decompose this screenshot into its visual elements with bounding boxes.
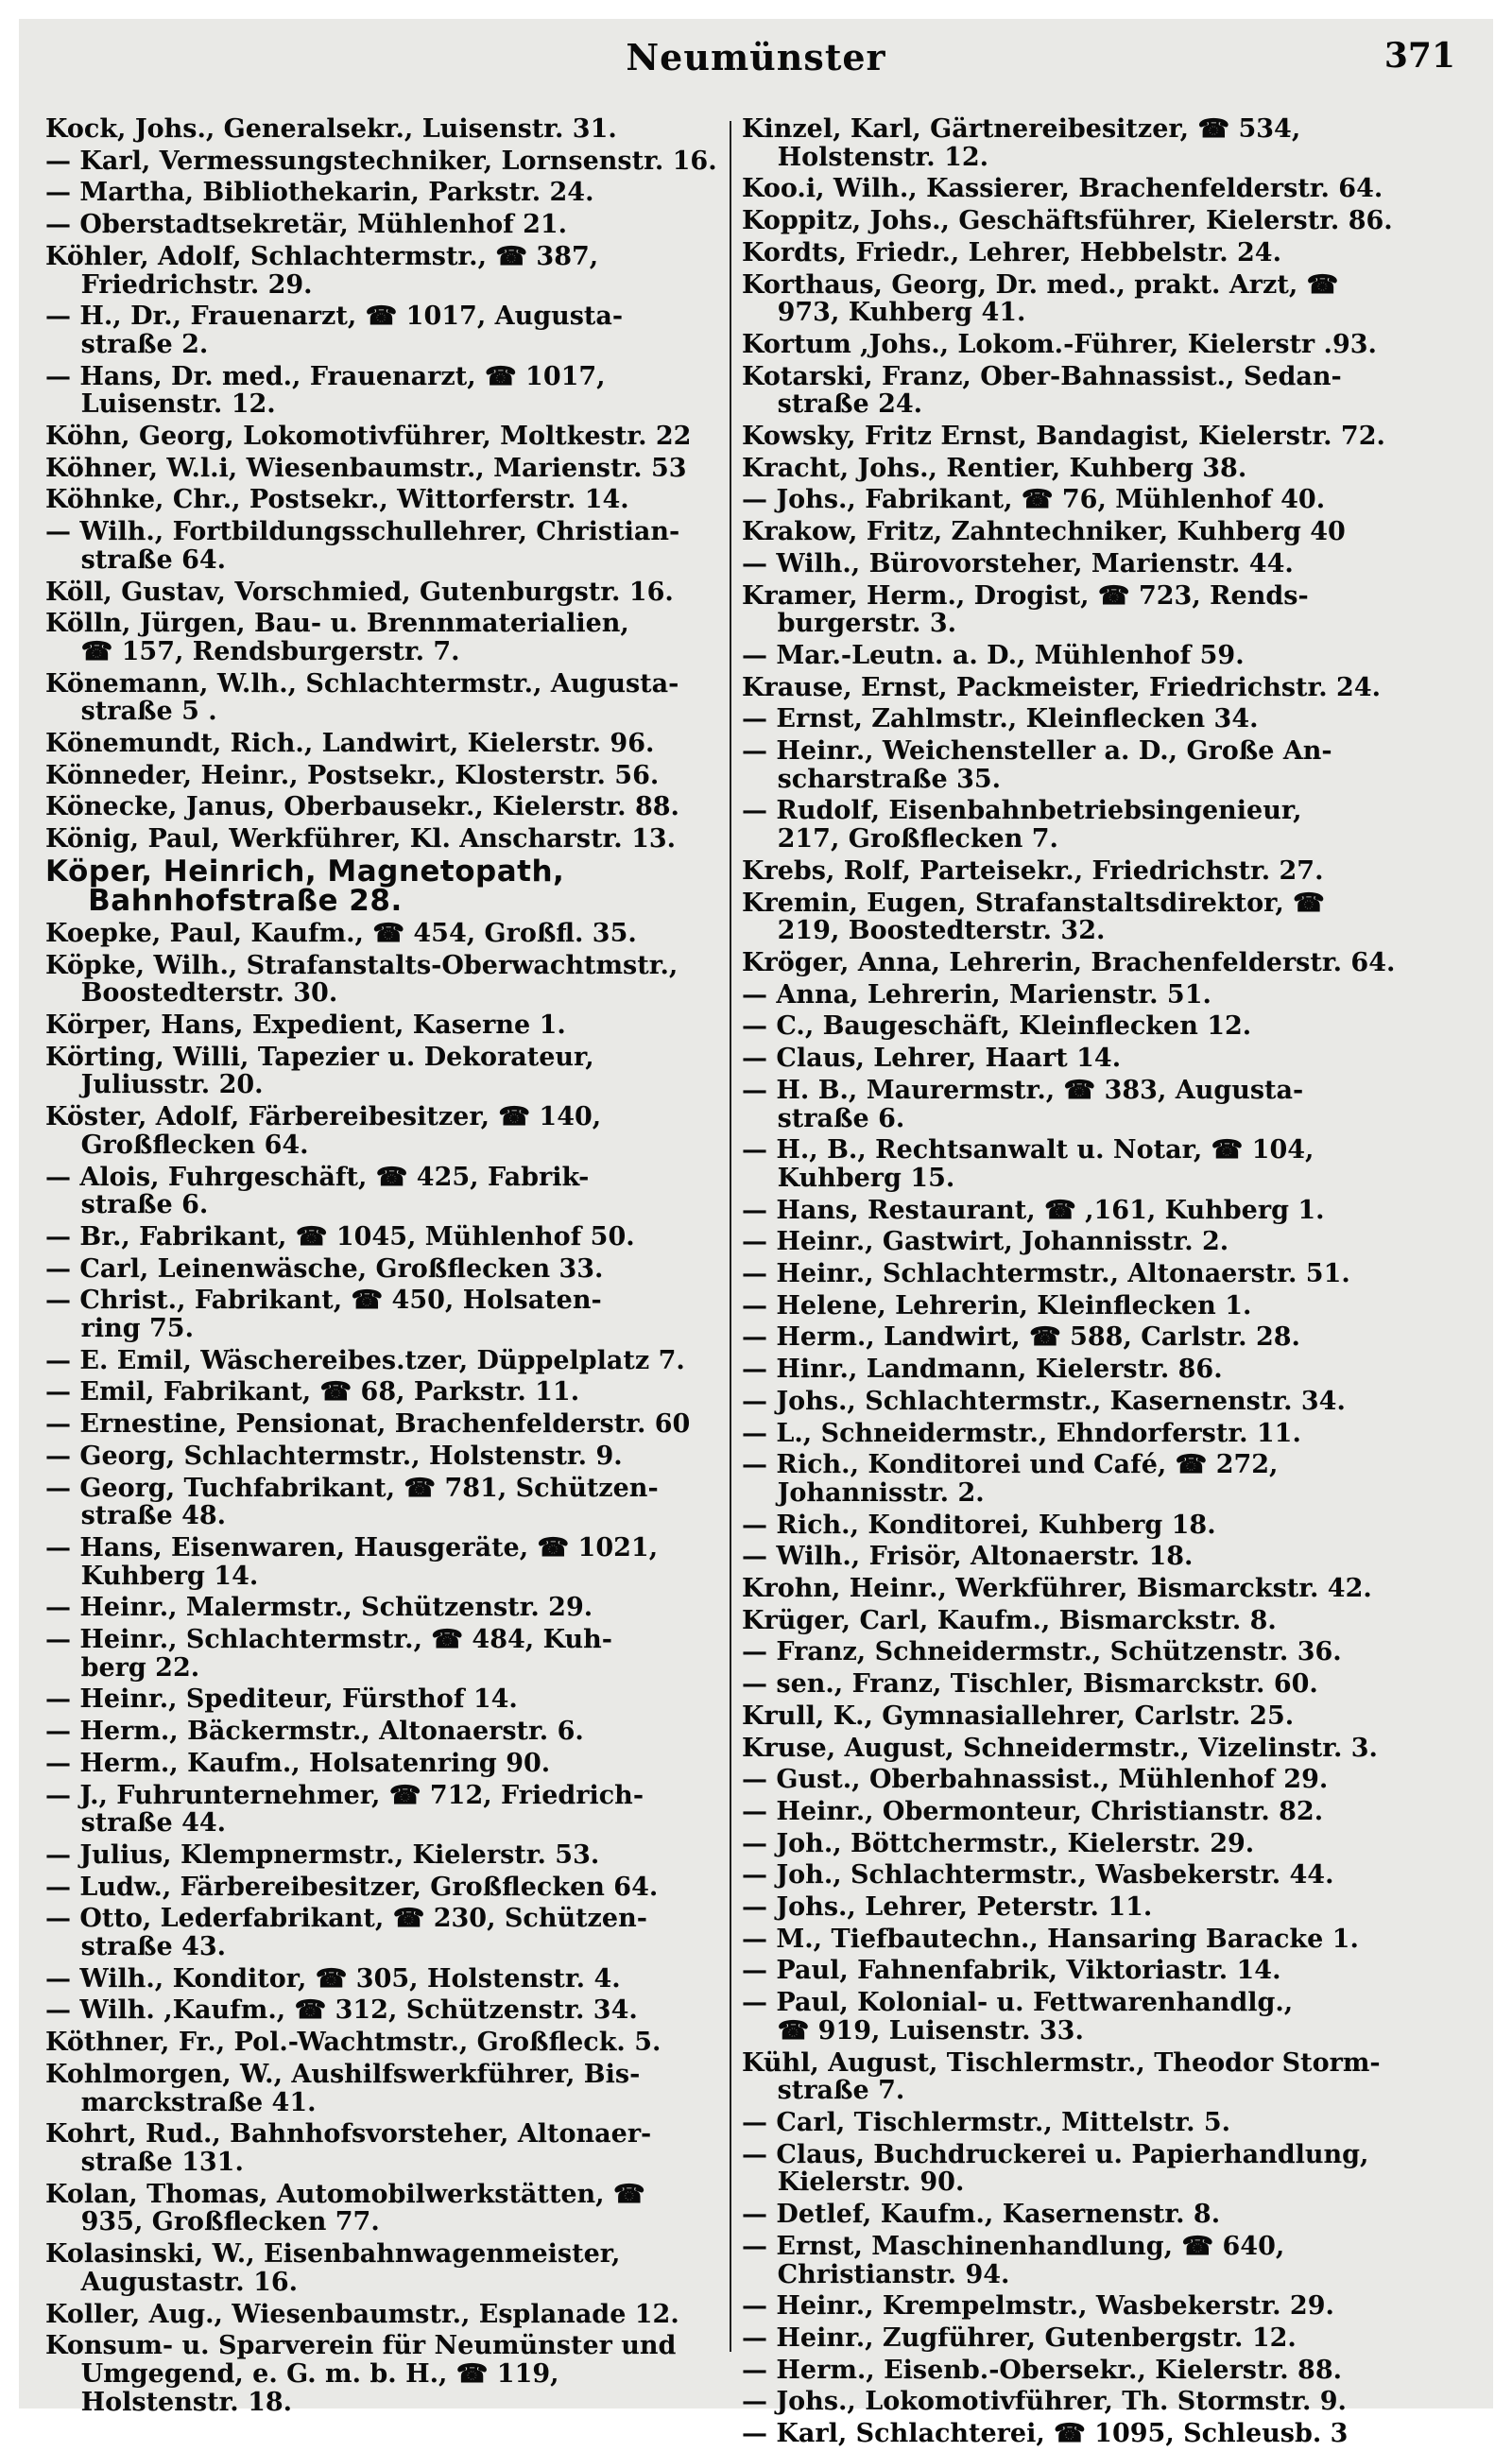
directory-entry: — Wilh., Konditor, ☎ 305, Holstenstr. 4. [45, 1963, 621, 1994]
directory-entry: — Herm., Kaufm., Holsatenring 90. [45, 1748, 551, 1778]
directory-entry: Kortum ,Johs., Lokom.-Führer, Kielerstr .93. [742, 329, 1377, 359]
directory-entry: — Emil, Fabrikant, ☎ 68, Parkstr. 11. [45, 1377, 580, 1407]
directory-entry: — Helene, Lehrerin, Kleinflecken 1. [742, 1290, 1252, 1321]
directory-entry: Koepke, Paul, Kaufm., ☎ 454, Großfl. 35. [45, 918, 637, 948]
directory-entry: — H., Dr., Frauenarzt, ☎ 1017, Augusta- straße 2. [45, 302, 624, 359]
directory-entry: Köthner, Fr., Pol.-Wachtmstr., Großfleck. 5. [45, 2028, 662, 2058]
directory-entry: Kock, Johs., Generalsekr., Luisenstr. 31. [45, 114, 617, 144]
directory-entry: — Wilh., Fortbildungsschullehrer, Christian- straße 64. [45, 517, 680, 575]
directory-page [19, 19, 1493, 2449]
directory-entry: Kruse, August, Schneidermstr., Vizelinstr. 3. [742, 1733, 1378, 1763]
directory-entry: — Anna, Lehrerin, Marienstr. 51. [742, 979, 1211, 1010]
directory-entry: — C., Baugeschäft, Kleinflecken 12. [742, 1011, 1252, 1042]
directory-entry: — Joh., Böttchermstr., Kielerstr. 29. [742, 1828, 1255, 1858]
directory-entry: Kolan, Thomas, Automobilwerkstätten, ☎ 935, Großflecken 77. [45, 2179, 645, 2237]
directory-entry: — Gust., Oberbahnassist., Mühlenhof 29. [742, 1765, 1329, 1795]
directory-entry: — Heinr., Schlachtermstr., Altonaerstr. 51. [742, 1259, 1350, 1289]
directory-entry: — Carl, Leinenwäsche, Großflecken 33. [45, 1253, 604, 1284]
directory-entry: Konsum- u. Sparverein für Neumünster und Umgegend, e. G. m. b. H., ☎ 119, Holstenstr. 18. [45, 2331, 677, 2417]
directory-entry: — Heinr., Malermstr., Schützenstr. 29. [45, 1593, 593, 1623]
directory-entry: Könecke, Janus, Oberbausekr., Kielerstr. 88. [45, 792, 679, 822]
directory-entry: — Karl, Schlachterei, ☎ 1095, Schleusb. 3 [742, 2419, 1349, 2449]
directory-entry: — Hans, Eisenwaren, Hausgeräte, ☎ 1021, Kuhberg 14. [45, 1532, 659, 1591]
directory-entry: — Hans, Dr. med., Frauenarzt, ☎ 1017, Luisenstr. 12. [45, 361, 606, 420]
directory-entry: — Hans, Restaurant, ☎ ,161, Kuhberg 1. [742, 1195, 1325, 1225]
directory-entry: — Paul, Fahnenfabrik, Viktoriastr. 14. [742, 1956, 1281, 1986]
directory-entry: — Rich., Konditorei und Café, ☎ 272, Johannisstr. 2. [742, 1450, 1279, 1508]
directory-entry: König, Paul, Werkführer, Kl. Anscharstr. 13. [45, 824, 677, 855]
directory-entry: — H. B., Maurermstr., ☎ 383, Augusta- straße 6. [742, 1075, 1304, 1133]
directory-entry: — Otto, Lederfabrikant, ☎ 230, Schützen- straße 43. [45, 1904, 647, 1962]
directory-entry: Könemundt, Rich., Landwirt, Kielerstr. 96. [45, 729, 655, 759]
directory-entry: Krakow, Fritz, Zahntechniker, Kuhberg 40 [742, 517, 1346, 547]
directory-entry: — Georg, Tuchfabrikant, ☎ 781, Schützen- straße 48. [45, 1473, 659, 1531]
directory-entry: — E. Emil, Wäschereibes.tzer, Düppelplatz 7. [45, 1345, 685, 1375]
directory-entry: — Mar.-Leutn. a. D., Mühlenhof 59. [742, 640, 1245, 670]
directory-entry: — Ernst, Maschinenhandlung, ☎ 640, Christianstr. 94. [742, 2231, 1285, 2289]
directory-entry: Köhnke, Chr., Postsekr., Wittorferstr. 14. [45, 485, 629, 515]
advertisement-entry: Köper, Heinrich, Magnetopath, Bahnhofstraße 28. [45, 854, 565, 918]
directory-entry: Kremin, Eugen, Strafanstaltsdirektor, ☎ 219, Boostedterstr. 32. [742, 888, 1325, 946]
directory-entry: — Paul, Kolonial- u. Fettwarenhandlg., ☎ 919, Luisenstr. 33. [742, 1988, 1294, 2046]
directory-entry: — Ernst, Zahlmstr., Kleinflecken 34. [742, 704, 1259, 734]
directory-entry: — Heinr., Schlachtermstr., ☎ 484, Kuh- berg 22. [45, 1625, 612, 1683]
directory-entry: Köll, Gustav, Vorschmied, Gutenburgstr. 16. [45, 577, 674, 607]
directory-entry: Kotarski, Franz, Ober-Bahnassist., Sedan- straße 24. [742, 361, 1342, 420]
directory-entry: — sen., Franz, Tischler, Bismarckstr. 60. [742, 1669, 1318, 1700]
directory-entry: Kowsky, Fritz Ernst, Bandagist, Kielerstr. 72. [742, 422, 1385, 452]
directory-entry: — Wilh., Bürovorsteher, Marienstr. 44. [742, 548, 1294, 578]
page-number: 371 [1383, 36, 1455, 76]
directory-entry: — Wilh., Frisör, Altonaerstr. 18. [742, 1542, 1194, 1572]
directory-entry: — Alois, Fuhrgeschäft, ☎ 425, Fabrik- straße 6. [45, 1162, 590, 1220]
directory-entry: — Ludw., Färbereibesitzer, Großflecken 64. [45, 1872, 659, 1902]
directory-entry: — Heinr., Gastwirt, Johannisstr. 2. [742, 1227, 1229, 1257]
directory-entry: Köhler, Adolf, Schlachtermstr., ☎ 387, Friedrichstr. 29. [45, 241, 599, 300]
directory-entry: Körting, Willi, Tapezier u. Dekorateur, Juliusstr. 20. [45, 1042, 594, 1100]
directory-entry: Kordts, Friedr., Lehrer, Hebbelstr. 24. [742, 237, 1281, 268]
directory-entry: — Br., Fabrikant, ☎ 1045, Mühlenhof 50. [45, 1221, 635, 1252]
directory-entry: — Heinr., Obermonteur, Christianstr. 82. [742, 1796, 1324, 1826]
directory-entry: Kolasinski, W., Eisenbahnwagenmeister, Augustastr. 16. [45, 2239, 621, 2297]
directory-entry: Korthaus, Georg, Dr. med., prakt. Arzt, ☎ 973, Kuhberg 41. [742, 269, 1339, 328]
directory-entry: — Martha, Bibliothekarin, Parkstr. 24. [45, 178, 594, 208]
directory-entry: Kühl, August, Tischlermstr., Theodor Storm- straße 7. [742, 2047, 1381, 2106]
directory-entry: Kohrt, Rud., Bahnhofsvorsteher, Altonaer- straße 131. [45, 2119, 652, 2177]
directory-entry: Koo.i, Wilh., Kassierer, Brachenfelderstr. 64. [742, 174, 1383, 204]
directory-entry: — Rudolf, Eisenbahnbetriebsingenieur, 217, Großflecken 7. [742, 796, 1302, 855]
directory-entry: Krull, K., Gymnasiallehrer, Carlstr. 25. [742, 1701, 1295, 1731]
directory-entry: — Wilh. ,Kaufm., ☎ 312, Schützenstr. 34. [45, 1995, 638, 2026]
directory-entry: Könneder, Heinr., Postsekr., Klosterstr. 56. [45, 760, 660, 790]
directory-entry: Kröger, Anna, Lehrerin, Brachenfelderstr. 64. [742, 947, 1396, 977]
directory-entry: — Rich., Konditorei, Kuhberg 18. [742, 1510, 1216, 1540]
directory-entry: — Christ., Fabrikant, ☎ 450, Holsaten- ring 75. [45, 1286, 602, 1344]
directory-entry: — Detlef, Kaufm., Kasernenstr. 8. [742, 2200, 1221, 2230]
directory-entry: — Karl, Vermessungstechniker, Lornsenstr. 16. [45, 146, 717, 176]
directory-entry: Kramer, Herm., Drogist, ☎ 723, Rends- burgerstr. 3. [742, 580, 1309, 639]
directory-entry: — Julius, Klempnermstr., Kielerstr. 53. [45, 1839, 600, 1870]
directory-entry: Köhner, W.l.i, Wiesenbaumstr., Marienstr. 53 [45, 453, 687, 483]
directory-entry: Kracht, Johs., Rentier, Kuhberg 38. [742, 453, 1247, 483]
directory-entry: — Herm., Landwirt, ☎ 588, Carlstr. 28. [742, 1322, 1300, 1353]
directory-entry: — Ernestine, Pensionat, Brachenfelderstr. 60 [45, 1409, 691, 1440]
directory-entry: — Johs., Fabrikant, ☎ 76, Mühlenhof 40. [742, 485, 1326, 515]
directory-entry: Koppitz, Johs., Geschäftsführer, Kielerstr. 86. [742, 206, 1393, 236]
directory-entry: Krüger, Carl, Kaufm., Bismarckstr. 8. [742, 1605, 1277, 1635]
directory-entry: — Johs., Schlachtermstr., Kasernenstr. 34. [742, 1386, 1346, 1416]
directory-entry: Kohlmorgen, W., Aushilfswerkführer, Bis- marckstraße 41. [45, 2059, 641, 2117]
directory-entry: — Heinr., Spediteur, Fürsthof 14. [45, 1684, 518, 1715]
directory-entry: Koller, Aug., Wiesenbaumstr., Esplanade 12. [45, 2299, 679, 2329]
directory-entry: — M., Tiefbautechn., Hansaring Baracke 1. [742, 1924, 1359, 1954]
directory-entry: Krause, Ernst, Packmeister, Friedrichstr. 24. [742, 672, 1382, 702]
directory-entry: — Johs., Lokomotivführer, Th. Stormstr. 9. [742, 2387, 1347, 2417]
directory-entry: — Claus, Lehrer, Haart 14. [742, 1044, 1122, 1074]
directory-entry: — Herm., Bäckermstr., Altonaerstr. 6. [45, 1717, 584, 1747]
directory-entry: — J., Fuhrunternehmer, ☎ 712, Friedrich- straße 44. [45, 1780, 644, 1839]
directory-entry: — Johs., Lehrer, Peterstr. 11. [742, 1892, 1153, 1923]
directory-entry: Köpke, Wilh., Strafanstalts-Oberwachtmstr., Boostedterstr. 30. [45, 950, 679, 1009]
directory-entry: Köster, Adolf, Färbereibesitzer, ☎ 140, Großflecken 64. [45, 1102, 602, 1160]
directory-entry: — Claus, Buchdruckerei u. Papierhandlung, Kielerstr. 90. [742, 2139, 1369, 2198]
directory-entry: Kinzel, Karl, Gärtnereibesitzer, ☎ 534, Holstenstr. 12. [742, 114, 1301, 172]
directory-entry: — Georg, Schlachtermstr., Holstenstr. 9. [45, 1441, 623, 1471]
left-column [45, 115, 724, 2420]
right-column [742, 115, 1460, 2452]
page-header [19, 36, 1493, 93]
directory-entry: — Joh., Schlachtermstr., Wasbekerstr. 44. [742, 1860, 1334, 1891]
directory-entry: Könemann, W.lh., Schlachtermstr., Augusta- straße 5 . [45, 668, 679, 727]
directory-entry: — Herm., Eisenb.-Obersekr., Kielerstr. 88. [742, 2355, 1343, 2385]
column-divider [730, 121, 731, 2352]
directory-entry: — Hinr., Landmann, Kielerstr. 86. [742, 1355, 1223, 1385]
directory-entry: Körper, Hans, Expedient, Kaserne 1. [45, 1010, 566, 1040]
directory-entry: Kölln, Jürgen, Bau- u. Brennmaterialien, ☎ 157, Rendsburgerstr. 7. [45, 609, 629, 666]
directory-entry: Krohn, Heinr., Werkführer, Bismarckstr. 42. [742, 1574, 1372, 1604]
running-head: Neumünster [626, 36, 886, 78]
directory-entry: — Franz, Schneidermstr., Schützenstr. 36. [742, 1637, 1342, 1667]
directory-entry: — Heinr., Weichensteller a. D., Große An- scharstraße 35. [742, 736, 1332, 794]
directory-entry: Krebs, Rolf, Parteisekr., Friedrichstr. 27. [742, 855, 1324, 886]
directory-entry: — Carl, Tischlermstr., Mittelstr. 5. [742, 2108, 1231, 2137]
directory-entry: — H., B., Rechtsanwalt u. Notar, ☎ 104, Kuhberg 15. [742, 1135, 1314, 1193]
directory-entry: — L., Schneidermstr., Ehndorferstr. 11. [742, 1418, 1301, 1448]
directory-entry: — Heinr., Zugführer, Gutenbergstr. 12. [742, 2322, 1297, 2353]
directory-entry: Köhn, Georg, Lokomotivführer, Moltkestr. 22 [45, 422, 692, 452]
directory-entry: — Heinr., Krempelmstr., Wasbekerstr. 29. [742, 2291, 1334, 2322]
directory-entry: — Oberstadtsekretär, Mühlenhof 21. [45, 210, 568, 240]
